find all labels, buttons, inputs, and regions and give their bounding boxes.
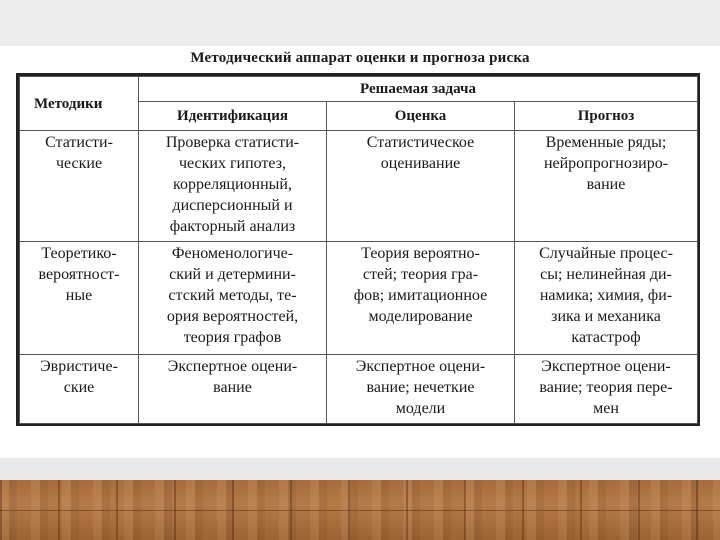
cell-forecast: [515, 242, 698, 355]
table-row-statistical: [20, 131, 698, 242]
table-row-heuristic: [20, 355, 698, 424]
cell-identification: [139, 131, 327, 242]
risk-methods-table: [16, 73, 700, 426]
header-forecast: Прогноз: [515, 102, 698, 131]
cell-text: Экспертное оцени- вание: [167, 358, 298, 396]
cell-text: Случайные процес- сы; нелинейная ди- намика; химия, фи- зика и механика катастроф: [539, 245, 673, 346]
cell-method: [20, 355, 139, 424]
bottom-band: [0, 458, 720, 480]
header-methods: Методики: [20, 77, 139, 131]
cell-text: Проверка статисти- ческих гипотез, корреляционный, дисперсионный и факторный анализ: [165, 134, 300, 235]
cell-identification: [139, 242, 327, 355]
cell-method: [20, 242, 139, 355]
slide-title: Методический аппарат оценки и прогноза риска: [190, 50, 530, 66]
cell-forecast: [515, 131, 698, 242]
header-identification: Идентификация: [139, 102, 327, 131]
cell-assessment: [327, 242, 515, 355]
header-row-top: [20, 77, 698, 102]
cell-text: Теоретико- вероятност- ные: [38, 245, 120, 304]
cell-text: Теория вероятно- стей; теория гра- фов; имитационное моделирование: [353, 245, 488, 325]
cell-text: Эвристиче- ские: [40, 358, 118, 396]
header-assessment: Оценка: [327, 102, 515, 131]
cell-forecast: [515, 355, 698, 424]
cell-text: Статистическое оценивание: [366, 134, 475, 172]
cell-text: Статисти- ческие: [45, 134, 113, 172]
floor-seam: [0, 510, 720, 511]
cell-method: [20, 131, 139, 242]
table: [19, 76, 698, 424]
cell-text: Временные ряды; нейропрогнозиро- вание: [543, 134, 669, 193]
header-task: Решаемая задача: [139, 77, 698, 102]
cell-text: Феноменологиче- ский и детермини- стский методы, те- ория вероятностей, теория графов: [166, 245, 299, 346]
top-band: [0, 0, 720, 46]
cell-assessment: [327, 355, 515, 424]
cell-text: Экспертное оцени- вание; теория пере- мен: [539, 358, 673, 417]
cell-identification: [139, 355, 327, 424]
table-row-probabilistic: [20, 242, 698, 355]
cell-assessment: [327, 131, 515, 242]
cell-text: Экспертное оцени- вание; нечеткие модели: [355, 358, 486, 417]
